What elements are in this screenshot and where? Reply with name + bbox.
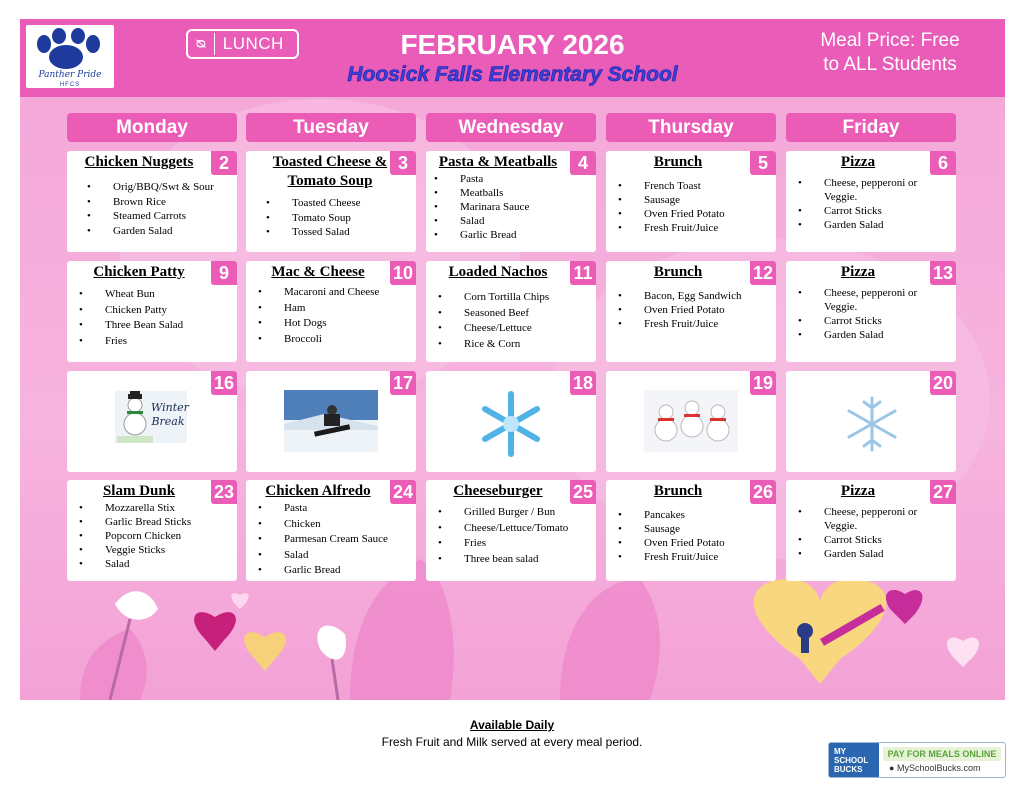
meal-items <box>786 286 952 342</box>
meal-item: • Cheese, pepperoni or Veggie. <box>786 176 952 204</box>
meal-item: • Carrot Sticks <box>786 204 952 218</box>
day-cell <box>426 371 596 472</box>
day-number: 2 <box>211 151 237 175</box>
day-cell <box>246 371 416 472</box>
meal-item: • Garden Salad <box>786 218 952 232</box>
meal-items <box>422 172 592 242</box>
meal-title: Pasta & Meatballs <box>438 154 558 170</box>
meal-title: Toasted Cheese & Tomato Soup <box>272 154 388 189</box>
day-cell <box>606 151 776 252</box>
meal-item: • Steamed Carrots <box>75 209 233 224</box>
day-number: 6 <box>930 151 956 175</box>
day-cell <box>67 151 237 252</box>
meal-item: • Sausage <box>606 522 772 536</box>
header-banner <box>20 19 1005 97</box>
meal-title: Cheeseburger <box>453 483 543 499</box>
day-number: 17 <box>390 371 416 395</box>
day-header-wednesday: Wednesday <box>426 113 596 142</box>
meal-item: • Meatballs <box>422 186 592 200</box>
meal-items <box>246 285 412 347</box>
available-daily-text: Fresh Fruit and Milk served at every meal period. <box>381 735 643 749</box>
day-header-thursday: Thursday <box>606 113 776 142</box>
meal-item: • Cheese/Lettuce <box>426 321 592 337</box>
meal-item: • Fresh Fruit/Juice <box>606 550 772 564</box>
day-number: 26 <box>750 480 776 504</box>
day-number: 20 <box>930 371 956 395</box>
meal-item: • Broccoli <box>246 332 412 348</box>
meal-item: • Marinara Sauce <box>422 200 592 214</box>
flower-decoration <box>317 626 346 660</box>
meal-price-line: Meal Price: Free <box>820 30 960 51</box>
day-cell <box>606 480 776 581</box>
day-number: 23 <box>211 480 237 504</box>
meal-title: Chicken Nuggets <box>84 154 194 170</box>
meal-item: • Toasted Cheese <box>254 196 412 211</box>
meal-items <box>786 176 952 232</box>
winter-break-text: Winter Break <box>151 401 189 428</box>
meal-item: • Sausage <box>606 193 772 207</box>
meal-title: Chicken Alfredo <box>265 483 371 499</box>
logo-subtext: HFCS <box>59 82 81 88</box>
day-cell <box>67 480 237 581</box>
winter-break-picture <box>115 391 187 443</box>
myschoolbucks-link[interactable] <box>828 742 1006 778</box>
heart-decoration <box>194 612 236 651</box>
day-cell <box>246 151 416 252</box>
meal-item: • Corn Tortilla Chips <box>426 290 592 306</box>
snowflake-icon <box>842 394 902 454</box>
flower-decoration <box>115 591 158 619</box>
meal-title: Pizza <box>840 154 876 170</box>
day-header-tuesday: Tuesday <box>246 113 416 142</box>
day-number: 18 <box>570 371 596 395</box>
meal-item: • Oven Fried Potato <box>606 303 772 317</box>
meal-items <box>786 505 952 561</box>
day-cell <box>246 261 416 362</box>
school-logo <box>26 25 114 88</box>
day-number: 12 <box>750 261 776 285</box>
meal-item: • Garlic Bread <box>422 228 592 242</box>
meal-item: • Cheese, pepperoni or Veggie. <box>786 505 952 533</box>
meal-item: • Fresh Fruit/Juice <box>606 221 772 235</box>
available-daily-title: Available Daily <box>469 718 555 732</box>
day-cell <box>786 151 956 252</box>
meal-item: • Wheat Bun <box>67 287 233 303</box>
meal-item: • Oven Fried Potato <box>606 536 772 550</box>
meal-item: • Garlic Bread <box>246 563 412 579</box>
day-cell <box>426 151 596 252</box>
day-cell <box>606 371 776 472</box>
heart-decoration <box>947 637 979 667</box>
meal-title: Loaded Nachos <box>448 264 548 280</box>
meal-item: • Carrot Sticks <box>786 533 952 547</box>
heart-decoration <box>244 632 286 671</box>
meal-items <box>606 179 772 235</box>
snowflake-icon <box>476 389 546 459</box>
meal-item: • Rice & Corn <box>426 337 592 353</box>
meal-items <box>254 196 412 240</box>
day-number: 4 <box>570 151 596 175</box>
meal-title: Mac & Cheese <box>271 264 365 280</box>
meal-item: • Bacon, Egg Sandwich <box>606 289 772 303</box>
meal-item: • Veggie Sticks <box>67 543 233 557</box>
day-number: 3 <box>390 151 416 175</box>
pay-online-label: PAY FOR MEALS ONLINE <box>883 747 1001 761</box>
meal-item: • Tossed Salad <box>254 225 412 240</box>
fork-icon: ᴓ <box>196 35 206 52</box>
meal-item: • Garlic Bread Sticks <box>67 515 233 529</box>
menu-poster <box>20 19 1005 700</box>
meal-item: • Salad <box>67 557 233 571</box>
meal-item: • Garden Salad <box>75 224 233 239</box>
day-cell <box>246 480 416 581</box>
leaf-decoration <box>560 579 660 700</box>
meal-item: • Chicken <box>246 517 412 533</box>
meal-item: • Tomato Soup <box>254 211 412 226</box>
meal-item: • Pasta <box>246 501 412 517</box>
heart-decoration <box>231 593 248 609</box>
myschoolbucks-url <box>889 763 1001 773</box>
day-cell <box>67 371 237 472</box>
day-number: 27 <box>930 480 956 504</box>
meal-title: Pizza <box>840 264 876 280</box>
globe-icon: ● <box>889 763 895 773</box>
snowboarder-picture <box>284 390 378 452</box>
meal-item: • Three bean salad <box>426 552 592 568</box>
meal-items <box>67 287 233 349</box>
day-cell <box>606 261 776 362</box>
meal-items <box>246 501 412 579</box>
meal-item: • Carrot Sticks <box>786 314 952 328</box>
day-header-monday: Monday <box>67 113 237 142</box>
day-number: 10 <box>390 261 416 285</box>
meal-item: • Parmesan Cream Sauce <box>246 532 412 548</box>
day-number: 25 <box>570 480 596 504</box>
meal-title: Brunch <box>653 483 703 499</box>
meal-items <box>426 290 592 352</box>
meal-title: Brunch <box>653 264 703 280</box>
keyhole <box>801 631 809 653</box>
school-name: Hoosick Falls Elementary School <box>347 63 678 86</box>
meal-item: • Ham <box>246 301 412 317</box>
day-cell <box>426 480 596 581</box>
day-number: 13 <box>930 261 956 285</box>
meal-item: • Seasoned Beef <box>426 306 592 322</box>
lunch-badge <box>186 29 299 59</box>
day-cell <box>426 261 596 362</box>
meal-item: • Cheese/Lettuce/Tomato <box>426 521 592 537</box>
meal-items <box>606 289 772 331</box>
meal-item: • Hot Dogs <box>246 316 412 332</box>
meal-items <box>606 508 772 564</box>
badge-divider <box>214 33 215 55</box>
meal-item: • Garden Salad <box>786 547 952 561</box>
day-cell <box>786 261 956 362</box>
meal-item: • Brown Rice <box>75 195 233 210</box>
meal-item: • Salad <box>422 214 592 228</box>
meal-title: Brunch <box>653 154 703 170</box>
meal-item: • Oven Fried Potato <box>606 207 772 221</box>
meal-item: • French Toast <box>606 179 772 193</box>
meal-item: • Three Bean Salad <box>67 318 233 334</box>
meal-price <box>790 29 990 77</box>
heart-lock-decoration <box>754 579 887 684</box>
meal-item: • Salad <box>246 548 412 564</box>
meal-item: • Popcorn Chicken <box>67 529 233 543</box>
myschoolbucks-logo: MY SCHOOL BUCKS <box>829 743 879 778</box>
paw-icon <box>26 27 114 72</box>
day-number: 5 <box>750 151 776 175</box>
day-cell <box>67 261 237 362</box>
day-number: 19 <box>750 371 776 395</box>
meal-items <box>75 180 233 238</box>
meal-item: • Garden Salad <box>786 328 952 342</box>
meal-item: • Fries <box>426 536 592 552</box>
meal-item: • Mozzarella Stix <box>67 501 233 515</box>
meal-item: • Pancakes <box>606 508 772 522</box>
meal-item: • Cheese, pepperoni or Veggie. <box>786 286 952 314</box>
meal-title: Chicken Patty <box>93 264 185 280</box>
month-title: FEBRUARY 2026 <box>400 29 625 60</box>
meal-item: • Orig/BBQ/Swt & Sour <box>75 180 233 195</box>
meal-title: Pizza <box>840 483 876 499</box>
snowmen-picture <box>644 390 738 452</box>
meal-item: • Pasta <box>422 172 592 186</box>
flower-stem <box>332 659 338 700</box>
day-cell <box>786 371 956 472</box>
day-header-friday: Friday <box>786 113 956 142</box>
day-number: 24 <box>390 480 416 504</box>
day-number: 16 <box>211 371 237 395</box>
meal-item: • Fresh Fruit/Juice <box>606 317 772 331</box>
day-cell <box>786 480 956 581</box>
meal-item: • Fries <box>67 334 233 350</box>
key-heart <box>886 590 922 624</box>
meal-price-line: to ALL Students <box>823 54 957 75</box>
day-number: 9 <box>211 261 237 285</box>
logo-text: Panther Pride <box>38 70 102 80</box>
meal-item: • Macaroni and Cheese <box>246 285 412 301</box>
myschoolbucks-url-text: MySchoolBucks.com <box>896 763 981 773</box>
snowman-icon <box>117 391 153 443</box>
meal-item: • Chicken Patty <box>67 303 233 319</box>
meal-items <box>67 501 233 571</box>
meal-items <box>426 505 592 567</box>
day-number: 11 <box>570 261 596 285</box>
meal-title: Slam Dunk <box>102 483 176 499</box>
lunch-label: LUNCH <box>222 34 284 53</box>
meal-item: • Grilled Burger / Bun <box>426 505 592 521</box>
